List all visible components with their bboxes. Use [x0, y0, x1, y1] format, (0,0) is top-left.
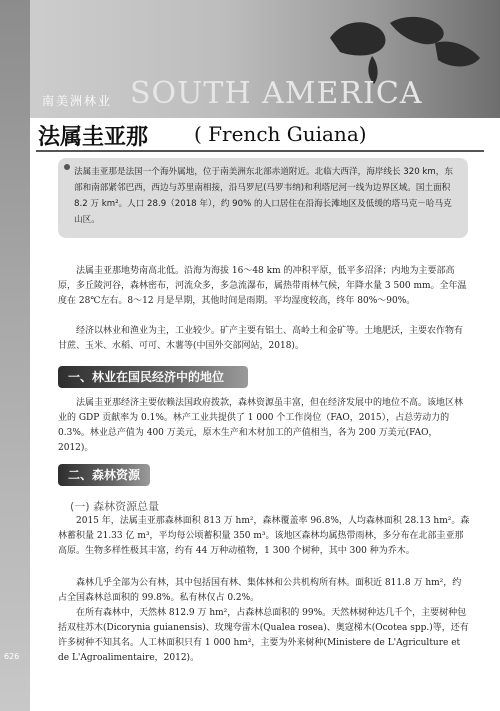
paragraph-2: 经济以林业和渔业为主，工业较少。矿产主要有铝土、高岭土和金矿等。土地肥沃，主要农作物有甘蔗、玉米、水稻、可可、木薯等(中国外交部网站，2018)。	[58, 326, 464, 351]
title-chinese: 法属圭亚那	[38, 125, 149, 150]
section-heading-1: 一、林业在国民经济中的地位	[58, 366, 248, 388]
summary-text: 法属圭亚那是法国一个海外属地，位于南美洲东北部赤道附近。北临大西洋，海岸线长 320 km，东部和南部紧邻巴西，西边与苏里南相接，沿马罗尼(马罗韦纳)和利塔尼河一线为边界区域。国土面积 8.2 万 km²。人口 28.9（2018 年），约 90% 的人口居住在沿海长滩地区及低缓的塔马克－哈马克山区。	[74, 167, 453, 225]
subsection-title: (一) 森林资源总量	[70, 500, 160, 513]
page-number: 626	[4, 652, 20, 661]
paragraph-1: 法属圭亚那地势南高北低。沿海为海拔 16～48 km 的冲积平原，低平多沼泽；内地为主要部高原，多丘陵河谷，森林密布，河流众多，多急流瀑布，属热带雨林气候，年降水量 3 500 mm。全年温度在 28℃左右。8～12 月是旱期，其他时间是雨期。平均湿度较高，终年 80%～90%。	[58, 266, 467, 306]
title-english: ( French Guiana)	[194, 122, 367, 146]
paragraph-4: 2015 年，法属圭亚那森林面积 813 万 hm²，森林覆盖率 96.8%，人均森林面积 28.13 hm²。森林蓄积量 21.33 亿 m³，平均每公顷蓄积量 350 m³。该地区森林均属热带雨林，多分布在北部圭亚那高原。生物多样性极其丰富，约有 44 万种动植物，1 300 个树种，其中 300 种为乔木。	[58, 516, 470, 556]
paragraph-5: 森林几乎全部为公有林，其中包括国有林、集体林和公共机构所有林。面积近 811.8 万 hm²，约占全国森林总面积的 99.8%。私有林仅占 0.2%。	[58, 578, 462, 603]
summary-box	[58, 158, 468, 238]
background-word: SOUTH AMERICA	[130, 76, 423, 111]
paragraph-6: 在所有森林中，天然林 812.9 万 hm²，占森林总面积的 99%。天然林树种达几千个，主要树种包括双柱苏木(Dicorynia guianensis)、玫瑰夸雷木(Qualea rosea)、奥寇梯木(Ocotea spp.)等，还有许多树种不知其名。人工林面积只有 1 000 hm²，主要为外来树种(Ministere de L'Agriculture et de L'Agroalimentaire，2012)。	[58, 608, 469, 663]
series-label: 南美洲林业	[42, 94, 113, 108]
summary-bullet-icon	[64, 164, 70, 170]
page-title-row	[36, 118, 484, 152]
left-strip	[0, 0, 30, 711]
section-heading-2: 二、森林资源	[58, 464, 150, 486]
paragraph-3: 法属圭亚那经济主要依赖法国政府拨款，森林资源虽丰富，但在经济发展中的地位不高。该地区林业的 GDP 贡献率为 0.1%。林产工业共提供了 1 000 个工作岗位（FAO，2015），占总劳动力的 0.3%。林业总产值为 400 万美元，原木生产和木材加工的产值相当，各为 200 万美元(FAO，2012)。	[58, 398, 464, 453]
